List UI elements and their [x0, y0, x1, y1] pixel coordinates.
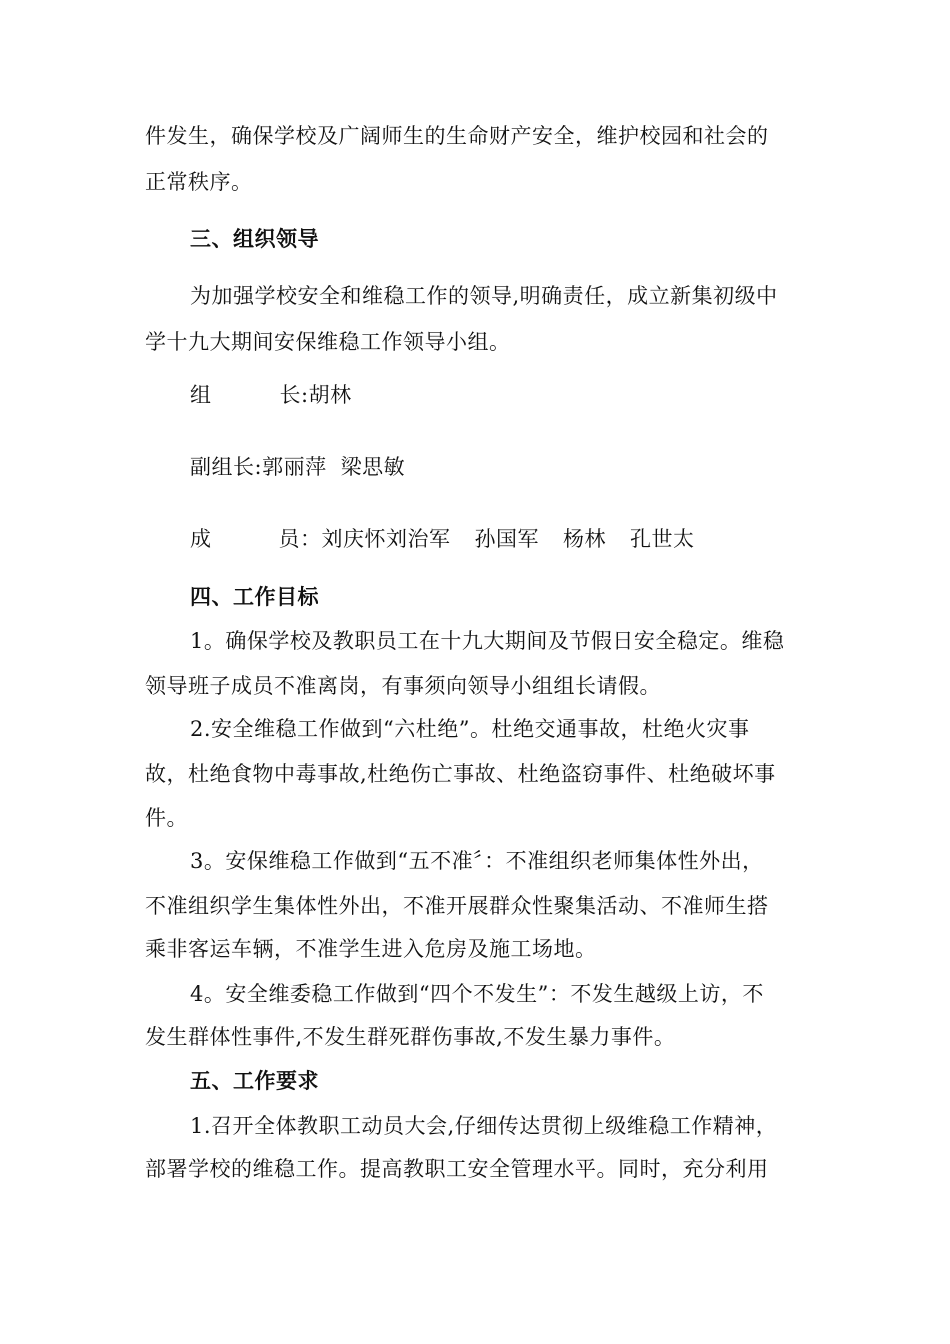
section-heading-requirements: 五、工作要求	[190, 1069, 319, 1093]
paragraph-line: 发生群体性事件,不发生群死群伤事故,不发生暴力事件。	[145, 1025, 676, 1049]
paragraph-line: 学十九大期间安保维稳工作领导小组。	[145, 330, 511, 354]
members-label-part: 成	[190, 527, 212, 551]
paragraph-line: 1.召开全体教职工动员大会,仔细传达贯彻上级维稳工作精神，	[190, 1114, 778, 1138]
paragraph-line: 件。	[145, 806, 188, 830]
paragraph-line: 部署学校的维稳工作。提高教职工安全管理水平。同时，充分利用	[145, 1157, 769, 1181]
leader-label-part: 组	[190, 383, 212, 407]
member-name: 杨林	[563, 527, 606, 551]
paragraph-line: 1。确保学校及教职员工在十九大期间及节假日安全稳定。维稳	[190, 629, 785, 653]
section-heading-organization: 三、组织领导	[190, 227, 319, 251]
paragraph-line: 正常秩序。	[145, 170, 253, 194]
deputy-leader-value: 副组长:郭丽萍	[190, 455, 327, 479]
paragraph-line: 故，杜绝食物中毒事故,杜绝伤亡事故、杜绝盗窃事件、杜绝破坏事	[145, 762, 776, 786]
member-name: 孙国军	[474, 527, 539, 551]
members-row	[190, 525, 695, 553]
paragraph-line: 3。安保维稳工作做到“五不准〞：不准组织老师集体性外出，	[190, 849, 764, 873]
paragraph-line: 4。安全维委稳工作做到“四个不发生”：不发生越级上访，不	[190, 982, 764, 1006]
paragraph-line: 领导班子成员不准离岗，有事须向领导小组组长请假。	[145, 674, 661, 698]
paragraph-line: 不准组织学生集体性外出，不准开展群众性聚集活动、不准师生搭	[145, 894, 769, 918]
deputy-leader-value-2: 梁思敏	[340, 455, 406, 479]
leader-value: 长:胡林	[279, 383, 352, 407]
section-heading-goals: 四、工作目标	[190, 585, 319, 609]
paragraph-line: 2.安全维稳工作做到“六杜绝”。杜绝交通事故，杜绝火灾事	[190, 717, 750, 741]
paragraph-line: 件发生，确保学校及广阔师生的生命财产安全，维护校园和社会的	[145, 124, 769, 148]
deputy-leader-row	[190, 453, 405, 481]
leader-row	[190, 381, 352, 409]
member-name: 孔世太	[630, 527, 695, 551]
paragraph-line: 乘非客运车辆，不准学生进入危房及施工场地。	[145, 937, 597, 961]
paragraph-line: 为加强学校安全和维稳工作的领导,明确责任，成立新集初级中	[190, 284, 778, 308]
members-value: 员：刘庆怀刘治军	[278, 527, 451, 551]
